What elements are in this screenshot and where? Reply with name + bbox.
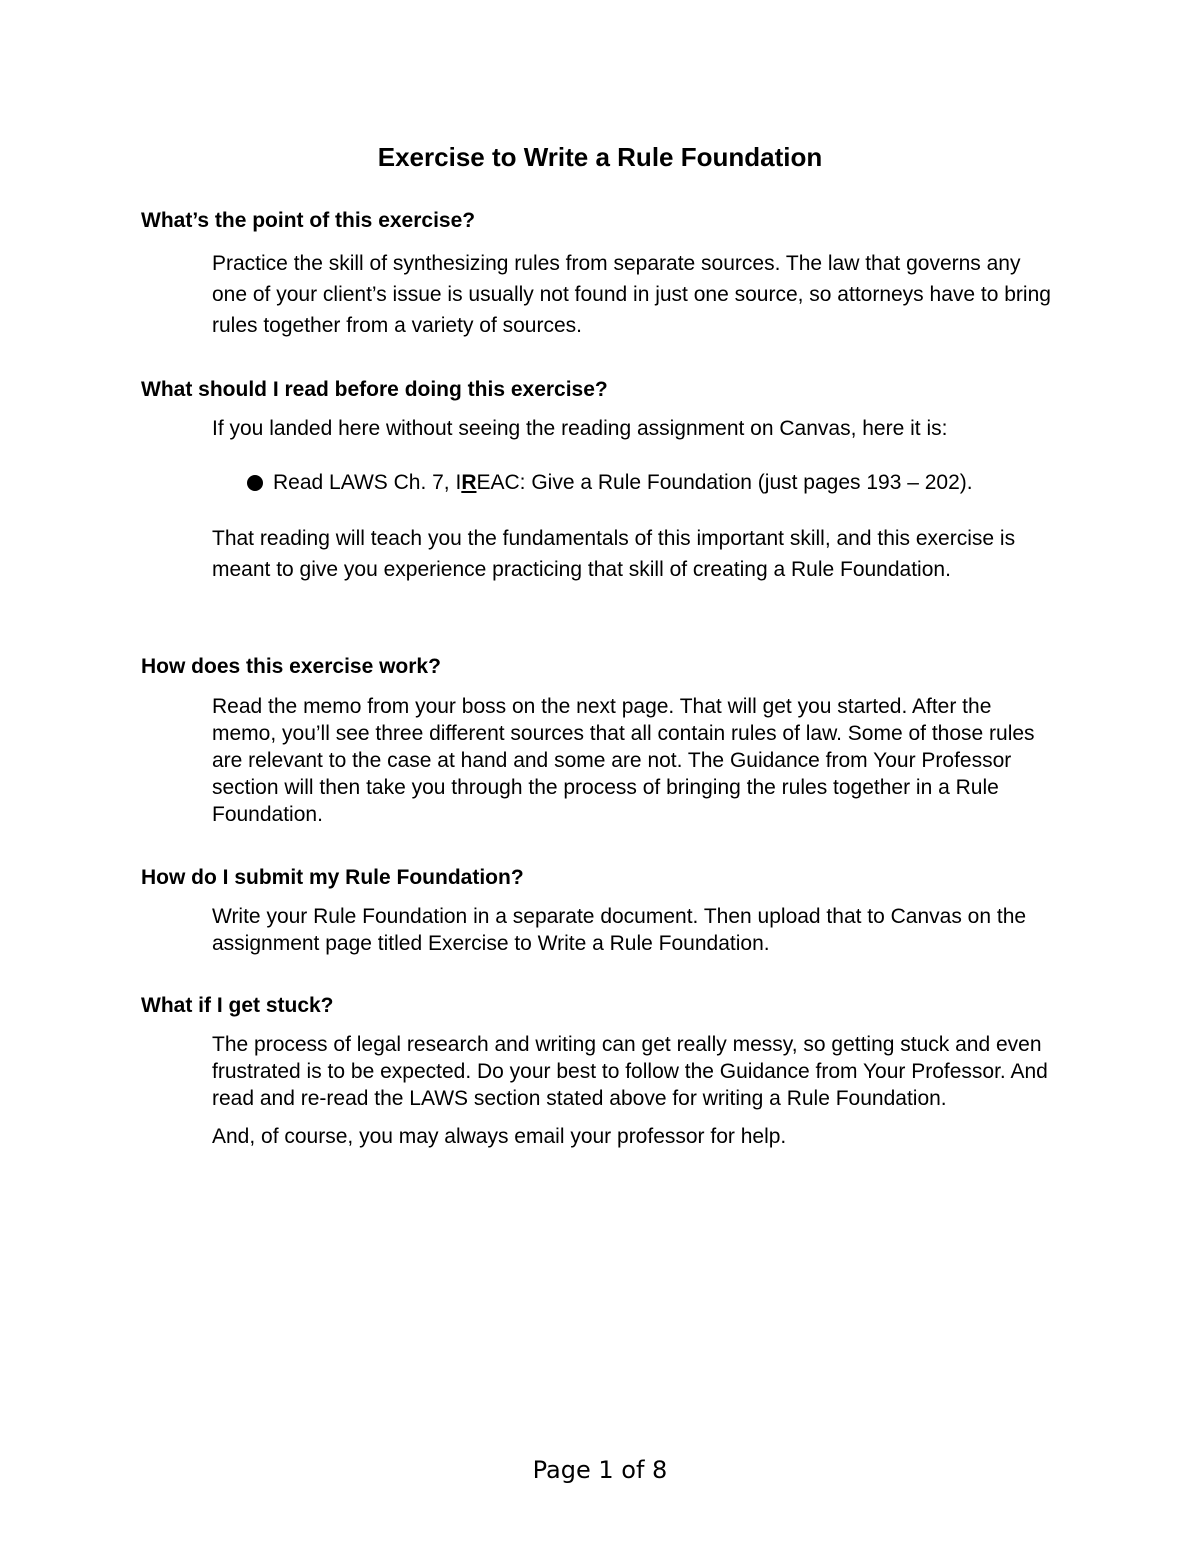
reading-list-item [141,469,1081,497]
section-heading: What if I get stuck? [141,994,334,1017]
section-paragraph: If you landed here without seeing the reading assignment on Canvas, here it is: [212,417,948,440]
section-heading: How does this exercise work? [141,655,441,678]
section-purpose [141,207,1081,341]
section-paragraph: Read the memo from your boss on the next page. That will get you started. After the memo, you’ll see three different sources that all contain rules of law. Some of those rules are relevant to the case at hand and some are not. The Guidance from Your Professor section will then take you through the process of bringing the rules together in a Rule Foundation. [212,695,1035,826]
section-paragraph: That reading will teach you the fundamentals of this important skill, and this exercise is meant to give you experience practicing that skill of creating a Rule Foundation. [212,527,1016,581]
document-title: Exercise to Write a Rule Foundation [377,142,823,172]
section-paragraph: And, of course, you may always email your professor for help. [212,1125,787,1148]
section-heading: How do I submit my Rule Foundation? [141,866,524,889]
section-paragraph: Practice the skill of synthesizing rules from separate sources. The law that governs any one of your client’s issue is usually not found in just one source, so attorneys have to bring rules together from a variety of sources. [212,252,1051,337]
section-heading: What should I read before doing this exercise? [141,378,608,401]
bullet-icon [247,475,263,491]
section-how-it-works [141,653,1081,828]
section-paragraph: The process of legal research and writing can get really messy, so getting stuck and even frustrated is to be expected. Do your best to follow the Guidance from Your Professor. And read and re-read the LAWS section stated above for writing a Rule Foundation. [212,1033,1048,1110]
section-paragraph: Write your Rule Foundation in a separate document. Then upload that to Canvas on the assignment page titled Exercise to Write a Rule Foundation. [212,905,1027,955]
section-submit [141,864,1081,957]
page-number: Page 1 of 8 [532,1456,668,1484]
section-stuck [141,992,1081,1150]
section-heading: What’s the point of this exercise? [141,209,476,232]
reading-item-text: Read LAWS Ch. 7, IREAC: Give a Rule Foundation (just pages 193 – 202). [273,471,973,494]
section-reading [141,376,1081,585]
